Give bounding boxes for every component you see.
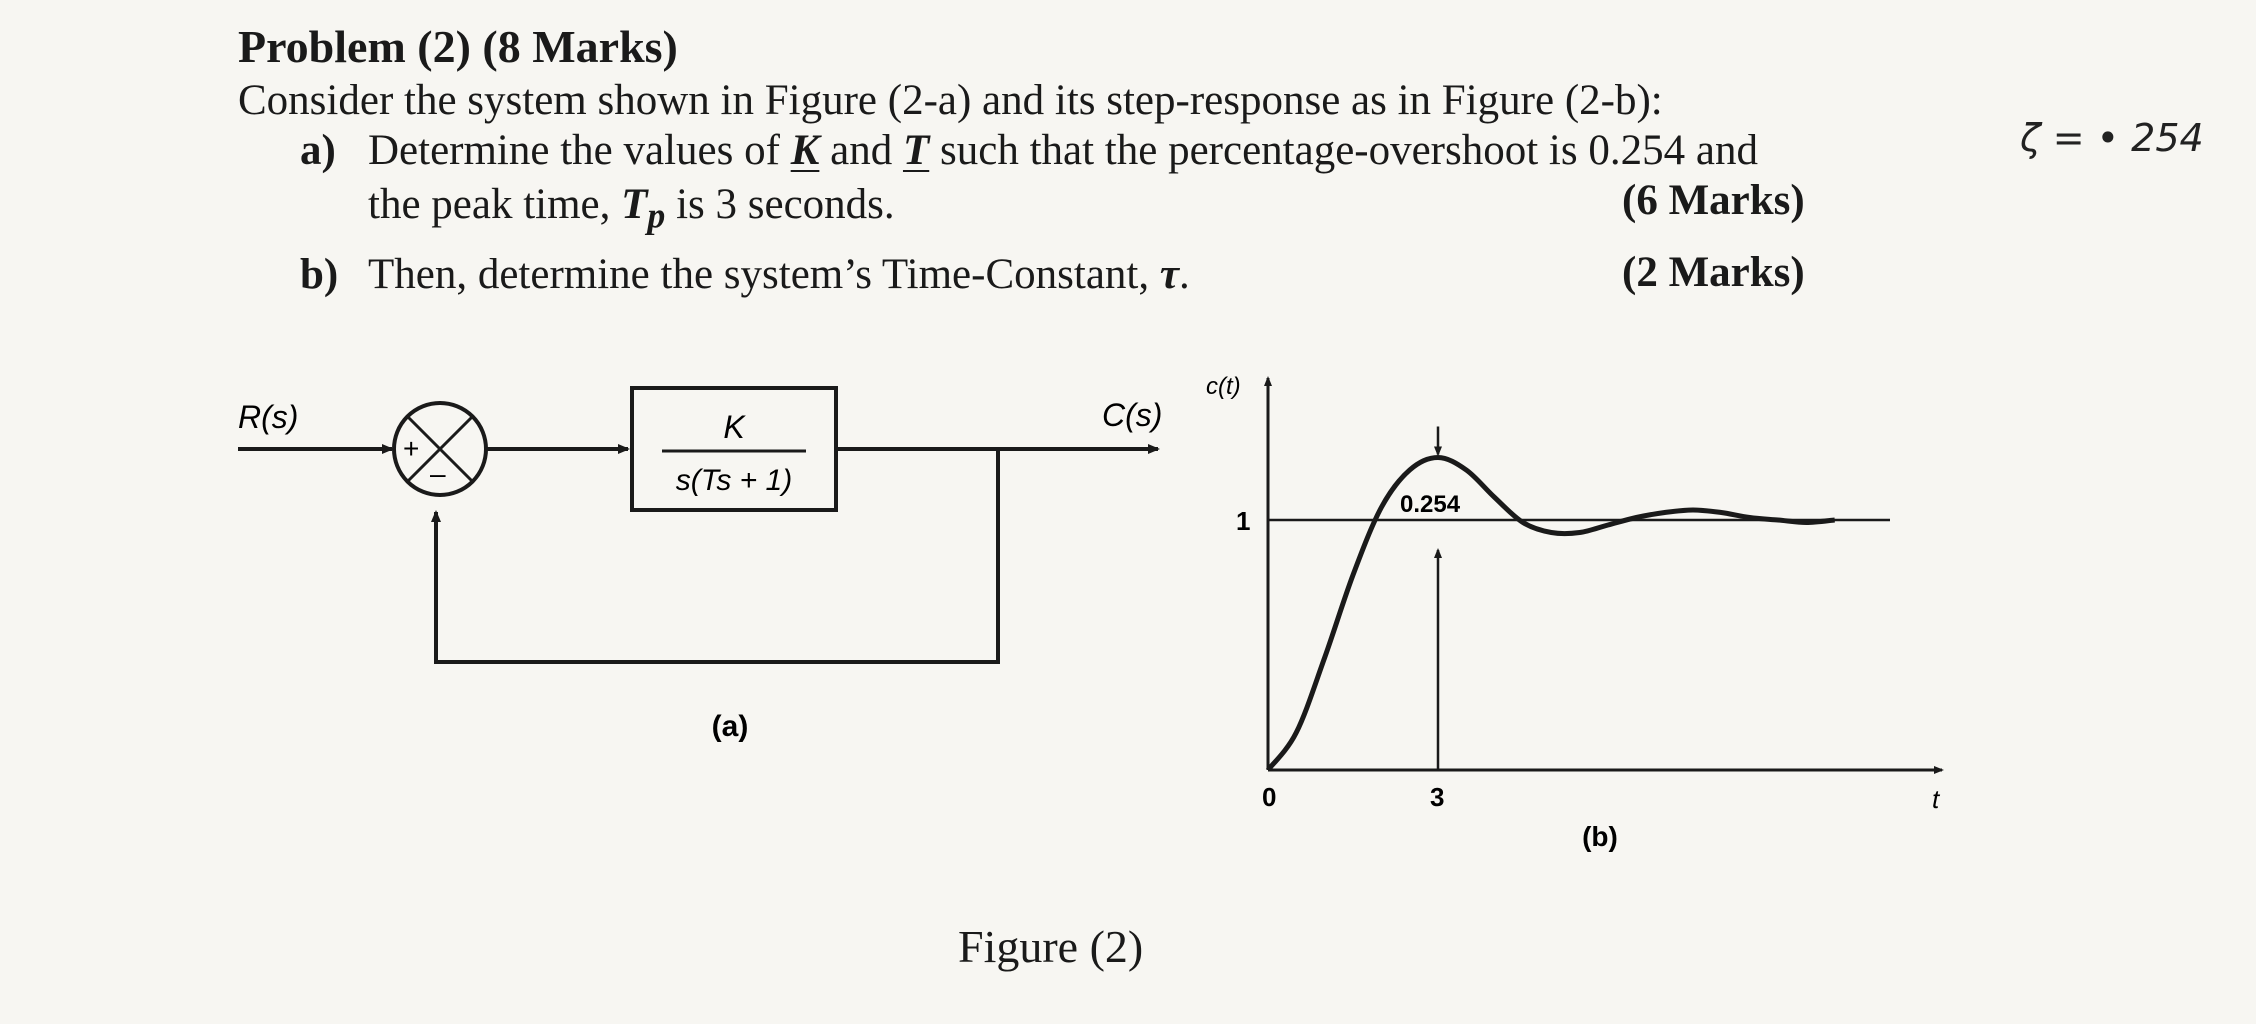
chart-caption: (b) — [1582, 821, 1618, 852]
summing-junction — [394, 403, 486, 495]
part-b-text-pre: Then, determine the system’s Time-Constant, — [368, 251, 1160, 298]
variable-tp-subscript: p — [647, 195, 666, 236]
tf-numerator: K — [723, 409, 745, 445]
problem-intro: Consider the system shown in Figure (2-a) and its step-response as in Figure (2-b): — [238, 77, 1663, 124]
x-tick-label-origin: 0 — [1262, 782, 1277, 812]
variable-tau: τ — [1159, 251, 1179, 298]
step-response-chart — [1206, 373, 1942, 852]
y-tick-label: 1 — [1236, 506, 1251, 536]
x-axis-label: t — [1932, 784, 1940, 814]
variable-tp-base: T — [621, 181, 648, 228]
diagram-caption: (a) — [711, 710, 749, 743]
input-label: R(s) — [238, 399, 299, 435]
part-a-text-post: such that the percentage-overshoot is 0.254 and — [929, 127, 1758, 174]
step-response-curve — [1268, 458, 1835, 771]
part-b-label: b) — [300, 251, 339, 298]
block-diagram — [238, 388, 1162, 743]
part-b-marks: (2 Marks) — [1622, 249, 1805, 296]
variable-t: T — [902, 127, 930, 174]
part-a-text-pre: Determine the values of — [368, 127, 791, 174]
variable-k: K — [790, 127, 820, 174]
part-b-text-post: . — [1178, 251, 1190, 298]
problem-heading: Problem (2) (8 Marks) — [238, 21, 678, 72]
part-a-line2-post: is 3 seconds. — [665, 181, 895, 228]
output-label: C(s) — [1102, 397, 1163, 433]
part-a-line2-pre: the peak time, — [368, 181, 622, 228]
part-a-marks: (6 Marks) — [1622, 177, 1805, 224]
transfer-function-block — [632, 388, 836, 510]
figure-caption: Figure (2) — [958, 921, 1144, 972]
handwritten-note: ζ = • 254 — [2020, 116, 2204, 160]
part-a-text-mid: and — [819, 127, 903, 174]
y-axis-label: c(t) — [1206, 373, 1241, 400]
minus-sign: – — [430, 458, 446, 489]
tf-denominator: s(Ts + 1) — [675, 464, 793, 497]
plus-sign: + — [403, 433, 420, 464]
x-tick-label-peak: 3 — [1430, 782, 1445, 812]
part-a-label: a) — [300, 127, 336, 174]
overshoot-label: 0.254 — [1400, 491, 1461, 518]
